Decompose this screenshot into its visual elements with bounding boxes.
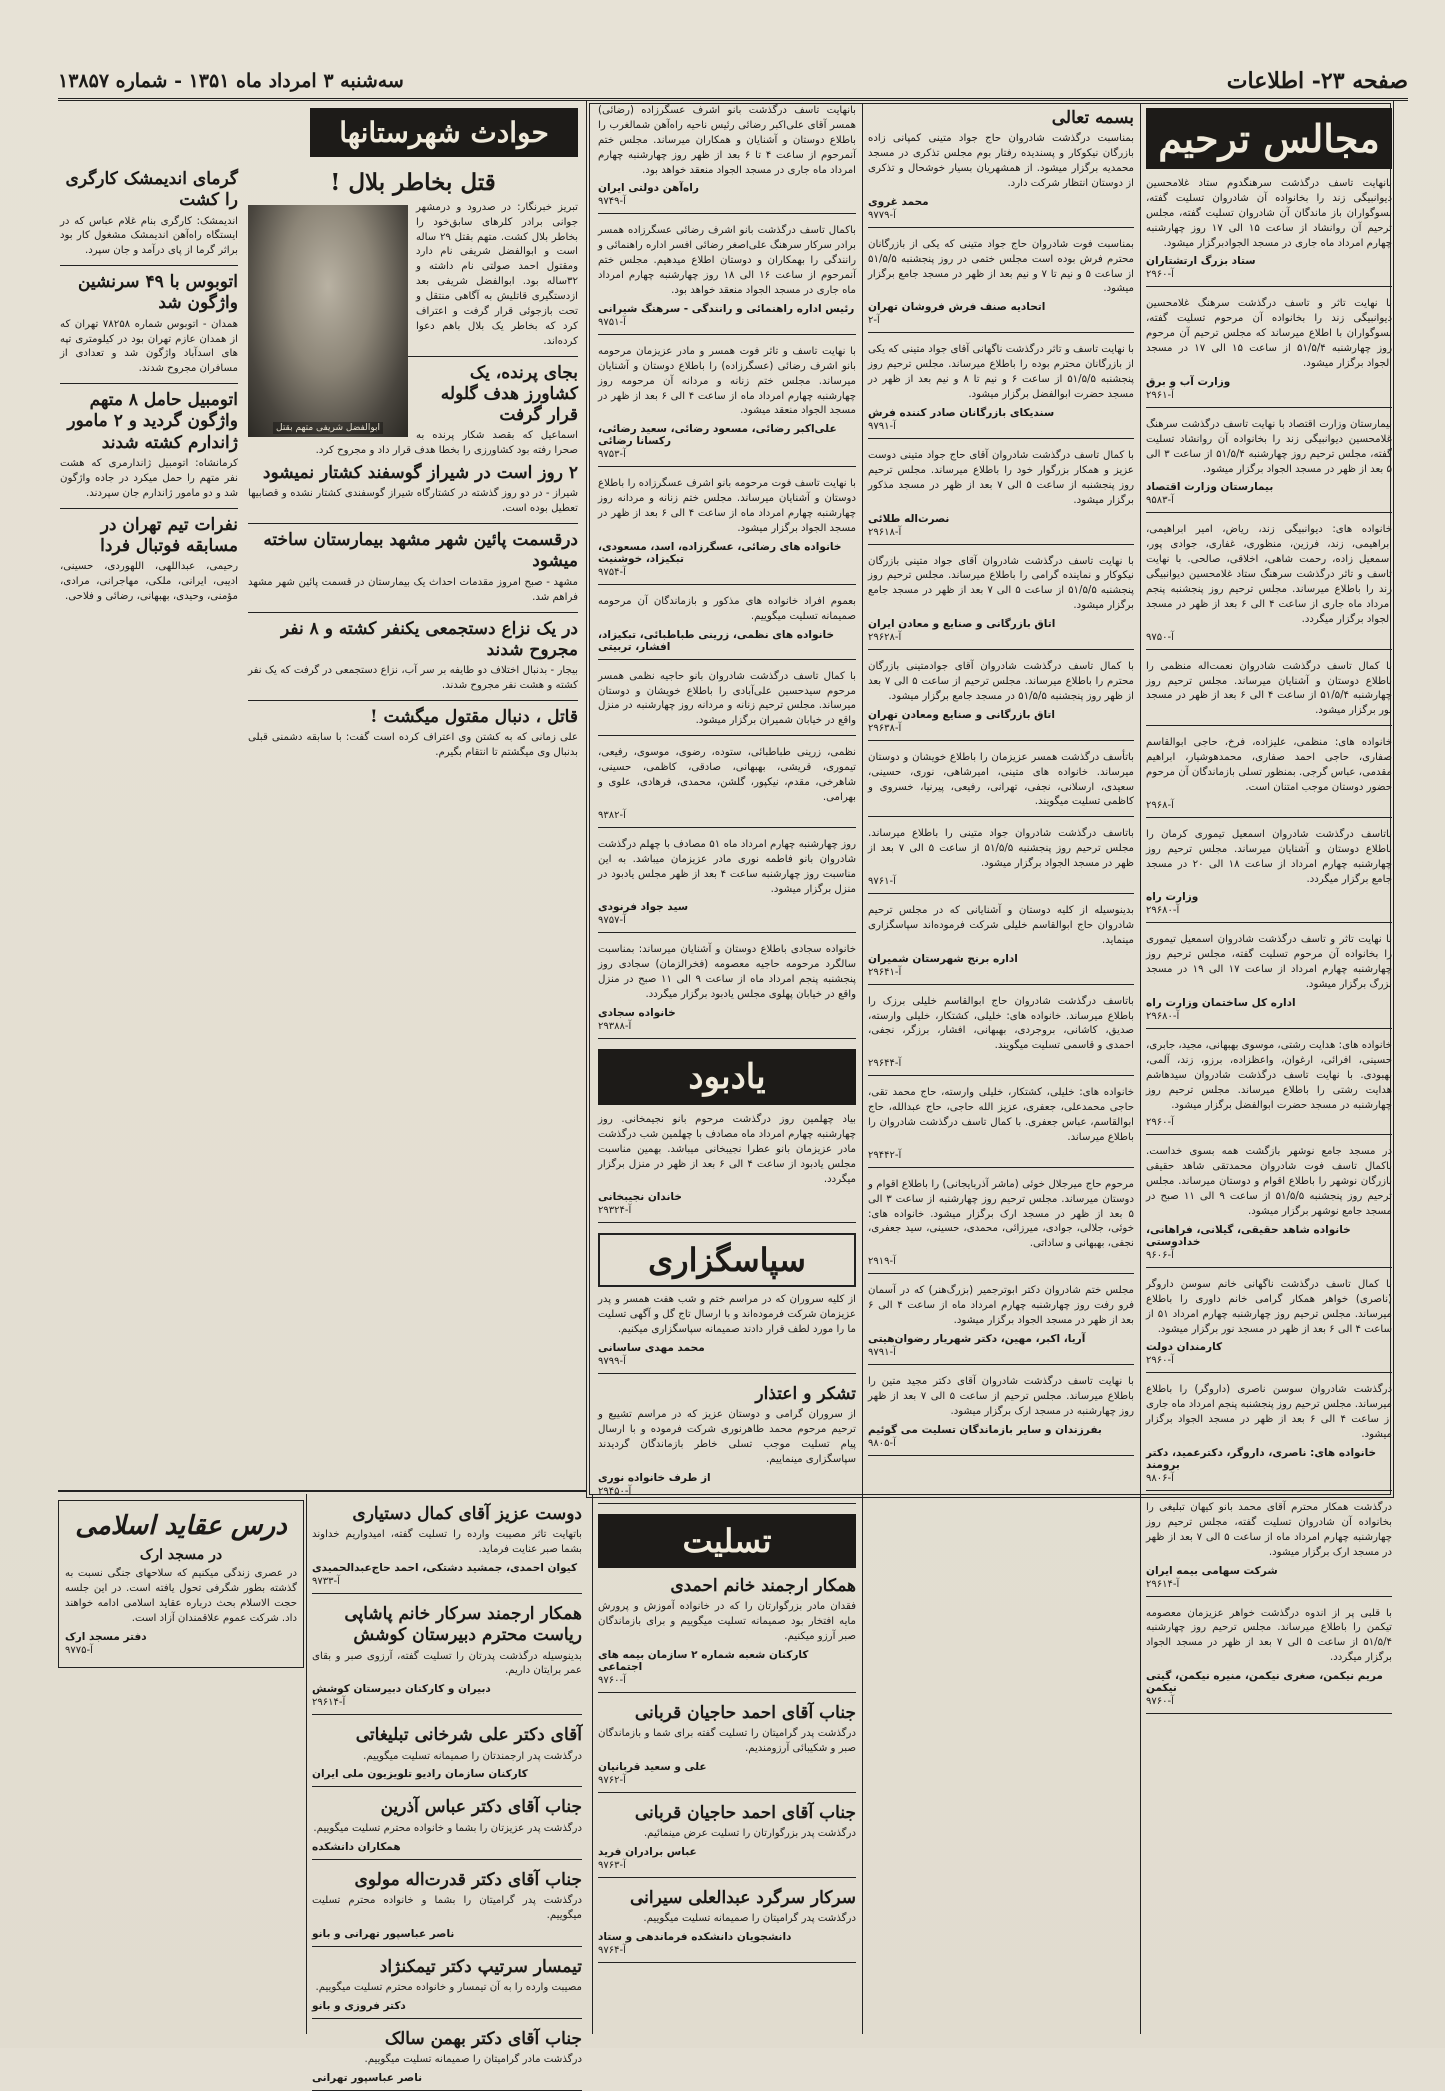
notice-signature: خانواده شاهد حقیقی، گیلانی، فراهانی، خدادوستی bbox=[1146, 1223, 1351, 1248]
notice bbox=[598, 345, 856, 467]
notice-text: خانواده های: دیوانبیگی زند، ریاض، امیر ابراهیمی، ابراهیمی، زند، فرزین، منظوری، غفاری، جوادی پور، اسمعیل زاده، رحمت شاهی، اخلاقی، صالحی. با نهایت تاسف و تاثر درگذشت سرهنگ ستاد غلامحسین دیوانبیگی زند را باطلاع میرساند. مجلس ترحیم روز پنجشنبه پنجم امرداد ماه جاری از ساعت ۴ الی ۶ بعد از ظهر در مسجد الجواد برگزار میگردد. bbox=[1146, 524, 1393, 625]
lesson-text: در عصری زندگی میکنیم که سلاحهای جنگی نسبت به گذشته بطور شگرفی تحول یافته است. در این جلسه حجت الاسلام بحث درباره عقاید اسلامی ادامه خواهند داد. شرکت عموم علاقمندان آزاد است. bbox=[65, 1568, 297, 1624]
notice-title: جناب آقای احمد حاجیان قربانی bbox=[634, 1702, 856, 1723]
notice-text: در مسجد جامع نوشهر بازگشت همه بسوی خداست. باکمال تاسف فوت شادروان محمدتقی شاهد حقیقی بازرگان نوشهر را باطلاع اقوام و دوستان میرساند. مجلس ترحیم روز پنجشنبه ۵۱/۵/۵ از ساعت ۹ الی ۱۱ صبح در مسجد جامع نوشهر برگزار میشود. bbox=[1146, 1146, 1393, 1217]
notice-text: با نهایت تاسف و تاثر فوت همسر و مادر عزیزمان مرحومه بانو اشرف رضائی (عسگرزاده) را باطلاع دوستان و آشنایان میرساند. مجلس ختم زنانه و مردانه آن مرحومه روز چهارشنبه چهارم امرداد ماه از ساعت ۴ الی ۶ بعد از ظهر در مسجد الجواد منعقد میشود. bbox=[598, 345, 856, 417]
notice-text: باتأسف درگذشت همسر عزیزمان را باطلاع خویشان و دوستان میرساند. خانواده های متینی، امیرشاهی، نوری، حسینی، سعیدی، ارسلانی، نجفی، تهرانی، رفیعی، پیرنیا، خسروی و کاظمی تسلیت میگویند. bbox=[868, 751, 1134, 808]
notice-text: خانواده های: هدایت رشتی، موسوی بهبهانی، مجید، جابری، حسینی، افرائی، ارغوان، واعظزاده، برزو، زند، آلمی، بهبودی. با نهایت تاسف درگذشت شادروان سیدهاشم هدایت رشتی را باطلاع میرساند. مجلس ترحیم روز چهارشنبه در مسجد حضرت ابوالفضل برگزار میشود. bbox=[1146, 1039, 1392, 1111]
notice-signature: آریا، اکبر، مهین، دکتر شهریار رضوان‌هیتی bbox=[868, 1332, 1086, 1345]
notice-number: آ-۲۹۶۱ bbox=[1146, 389, 1174, 401]
notice bbox=[868, 1375, 1134, 1456]
story6-text: مشهد - صبح امروز مقدمات احداث یک بیمارستان در قسمت پائین شهر مشهد فراهم شد. bbox=[248, 576, 578, 603]
page-header bbox=[58, 64, 1408, 101]
notice-number: آ-۲۹۶۴۴ bbox=[868, 1058, 902, 1070]
notice-title: تیمسار سرتیپ دکتر تیمکنژاد bbox=[379, 1956, 582, 1977]
notice bbox=[868, 343, 1134, 439]
notice bbox=[312, 1504, 582, 1594]
story2-text: اندیمشک: کارگری بنام غلام عباس که در ایستگاه راه‌آهن اندیمشک مشغول کار بود براثر گرما از پای درآمد و جان سپرد. bbox=[60, 215, 238, 257]
story10-text: علی زمانی که به کشتن وی اعتراف کرده است گفت: با سابقه دشمنی قبلی بدنبال وی میگشتم تا انتقام بگیرم. bbox=[248, 732, 578, 758]
notice-text: بانهایت تاسف درگذشت بانو اشرف عسگرزاده (رضائی) همسر آقای علی‌اکبر رضائی رئیس ناحیه راه‌آهن شمالغرب را باطلاع دوستان و آشنایان و همکاران میرساند. مجلس ختم آنمرحوم از ساعت ۴ تا ۶ بعد از ظهر روز چهارشنبه چهارم امرداد ماه جاری در مسجد الجواد منعقد خواهد بود. bbox=[598, 105, 857, 176]
notice-text: با نهایت تاثر و تاسف درگذشت شادروان اسمعیل تیموری را بخانواده آن مرحوم تسلیت گفته، مجلس ترحیم روز چهارشنبه چهارم امرداد از ساعت ۱۷ الی ۱۹ در مسجد بزرگ برگزار میشود. bbox=[1146, 934, 1393, 991]
notice-number: آ-۲۹۶۸۰ bbox=[1146, 1010, 1180, 1022]
notice bbox=[868, 108, 1134, 228]
notice bbox=[868, 1086, 1134, 1168]
notice-number: آ-۲۹۴۵۰ bbox=[598, 1485, 632, 1497]
notice bbox=[1146, 297, 1392, 407]
notice bbox=[1146, 660, 1392, 727]
notice-signature: کیوان احمدی، جمشید دشتکی، احمد حاج‌عبدالحمیدی bbox=[312, 1562, 578, 1575]
heading-condolence: تسلیت bbox=[598, 1514, 856, 1568]
notice-signature: ناصر عباسپور تهرانی bbox=[312, 2071, 423, 2084]
notice-title: آقای دکتر علی شرخانی تبلیغاتی bbox=[355, 1725, 582, 1746]
notice bbox=[868, 995, 1134, 1077]
notice-signature: بفرزندان و سایر بازماندگان تسلیت می گوئیم bbox=[868, 1423, 1102, 1436]
photo-caption: ابوالفضل شریفی متهم بقتل bbox=[273, 422, 383, 434]
notice-title: همکار ارجمند خانم احمدی bbox=[670, 1575, 856, 1596]
notice-number: آ-۲۹۶۲۸ bbox=[868, 632, 902, 644]
notice-signature: نصرت‌اله طلائی bbox=[868, 512, 950, 525]
notice bbox=[598, 1293, 856, 1374]
notice-text: درگذشت پدر گرامیتان را بشما و خانواده محترم تسلیت میگوییم. bbox=[312, 1894, 582, 1921]
notice-number: آ-۹۷۵۳ bbox=[598, 449, 626, 461]
notice-text: درگذشت مادر گرامیتان را صمیمانه تسلیت میگوییم. bbox=[364, 2054, 582, 2066]
notice bbox=[598, 1703, 856, 1793]
notice bbox=[868, 555, 1134, 651]
notice bbox=[1146, 736, 1392, 818]
column-5 bbox=[58, 104, 578, 1484]
notice bbox=[868, 1284, 1134, 1365]
notice bbox=[312, 1725, 582, 1787]
notice bbox=[598, 477, 856, 585]
story4-title: بجای پرنده، یک کشاورز هدف گلوله قرار گرفت bbox=[440, 362, 578, 426]
notice-signature: وزارت آب و برق bbox=[1146, 375, 1231, 388]
notice-title: جناب آقای دکتر بهمن سالک bbox=[384, 2028, 582, 2049]
notice-text: با نهایت تاسف و تاثر درگذشت ناگهانی آقای جواد متینی که یکی از بازرگانان محترم بوده را باطلاع میرساند. مجلس ترحیم روز پنجشنبه ۵۱/۵/۵ از ساعت ۶ و نیم تا ۸ و نیم بعد از ظهر در مسجد حضرت ابوالفضل برگزار میشود. bbox=[868, 344, 1134, 401]
column-6 bbox=[58, 1500, 304, 2034]
notice-text: بانهایت تاسف درگذشت سرهنگدوم ستاد غلامحسین دیوانبیگی زند را بخانواده آن شادروان تسلیت گفته، بسوگواران باز ماندگان آن شادروان تسلیت گفته، مجلس ترحیم آن روانشاد از ساعت ۱۵ الی ۱۷ روز چهارشنبه چهارم امرداد ماه جاری در مسجد الجوادبرگزار میشود. bbox=[1146, 178, 1392, 249]
notice-number: آ-۲۹۶۸۰ bbox=[1146, 905, 1180, 917]
notice-text: با نهایت تاثر و تاسف درگذشت سرهنگ غلامحسین دیوانبیگی زند را بخانواده آن مرحوم تسلیت گفته، بسوگواران با اطلاع میرساند که مجلس ترحیم آن مرحوم روز چهارشنبه ۵۱/۵/۴ از ساعت ۱۵ الی ۱۷ در مسجد الجواد برگزار میشود. bbox=[1146, 298, 1393, 370]
story9-text: رحیمی، عبداللهی، اللهوردی، حسینی، ادیبی، ایرانی، ملکی، مهاجرانی، مرادی، مؤمنی، وحیدی، بهبهانی، رضائی و فلاحی. bbox=[60, 561, 238, 602]
notice-signature: محمد غروی bbox=[868, 195, 929, 208]
notice-signature: دکتر فروزی و بانو bbox=[312, 1999, 406, 2012]
notice-number: آ-۲۹۶۰ bbox=[1146, 1355, 1174, 1367]
notice-signature: سید جواد فرنودی bbox=[598, 901, 689, 914]
news-side-column bbox=[60, 165, 238, 765]
story3-title: اتوبوس با ۴۹ سرنشین واژگون شد bbox=[77, 272, 238, 314]
notice-number: آ-۲۹۶۰ bbox=[1146, 1117, 1174, 1129]
notice-signature: اتاق بازرگانی و صنایع ومعادن تهران bbox=[868, 708, 1055, 721]
notice-signature: مریم نیکمن، صغری نیکمن، منیره نیکمن، گیتی نیکمن bbox=[1146, 1670, 1383, 1695]
notice-number: آ-۹۷۶۰ bbox=[598, 1674, 626, 1686]
column-rule bbox=[862, 104, 863, 2034]
notice-number: آ-۲ bbox=[868, 315, 880, 327]
notice-number: آ-۹۵۸۳ bbox=[1146, 495, 1174, 507]
notice-number: آ-۹۳۸۲ bbox=[598, 809, 626, 821]
notice-title: جناب آقای احمد حاجیان قربانی bbox=[634, 1802, 856, 1823]
notice-number: آ-۲۹۶۸ bbox=[1146, 799, 1174, 811]
notice-text: باتهایت تاثر مصیبت وارده را تسلیت گفته، امیدواریم خداوند بشما صبر عنایت فرماید. bbox=[312, 1529, 582, 1556]
notice-text: با کمال تاسف درگذشت شادروان نعمت‌اله منظمی را باطلاع دوستان و آشنایان میرساند. مجلس ترحیم روز چهارشنبه ۵۱/۵/۴ از ساعت ۴ الی ۶ بعد از ظهر در مسجد نور برگزار میشود. bbox=[1146, 660, 1393, 717]
notice bbox=[1146, 1145, 1392, 1267]
notice-signature: سندیکای بازرگانان صادر کننده فرش bbox=[868, 406, 1055, 419]
notice bbox=[868, 238, 1134, 334]
notice-text: بیاد چهلمین روز درگذشت مرحوم بانو نجیمخانی. روز چهارشنبه چهارم امرداد ماه مصادف با چهلمین شب درگذشت مادر عزیزمان بانو عطرا نجیبخانی میباشد. بهمین مناسبت مجلس یادبود از ساعت ۴ الی ۶ بعد از ظهر در منزل برگزار میگردد. bbox=[598, 1113, 857, 1185]
notice-text: درگذشت پدر عزیزتان را بشما و خانواده محترم تسلیت میگوییم. bbox=[313, 1822, 582, 1834]
notice-text: با کمال تاسف درگذشت ناگهانی خانم سوسن داروگر (ناصری) خواهر همکار گرامی خانم داوری را باطلاع میرساند. مجلس ترحیم روز چهارشنبه چهارم امرداد ۵۱ از ساعت ۴ الی ۶ بعد از ظهر در مسجد نور برگزار میشود. bbox=[1146, 1278, 1392, 1335]
notice-number: آ-۹۷۶۱ bbox=[868, 875, 896, 887]
notice-number: آ-۹۷۵۴ bbox=[598, 566, 626, 578]
notice-number: آ-۹۷۵۷ bbox=[598, 915, 626, 927]
story4-text: اسماعیل که بقصد شکار پرنده به صحرا رفته بود کشاورزی را بخطا هدف قرار داد و مجروح کرد. bbox=[315, 430, 578, 457]
notice-number: آ-۲۹۳۲۴ bbox=[598, 1205, 632, 1217]
notice-signature: اداره کل ساختمان وزارت راه bbox=[1146, 996, 1296, 1009]
notice bbox=[868, 751, 1134, 818]
notice-text: درگذشت همکار محترم آقای محمد بانو کیهان تبلیغی را بخانواده آن شادروان تسلیت گفته، مجلس ترحیم روز چهارشنبه چهارم امرداد ماه از ساعت ۵ الی ۷ بعد از ظهر در مسجد ارک برگزار میشود. bbox=[1146, 1501, 1392, 1558]
notice-text: بمناسبت درگذشت شادروان حاج جواد متینی کمپانی زاده بازرگان نیکوکار و پسندیده رفتار بوم مجلس تذکری در مسجد محمدیه برگزار میشود. از همشهریان بسیار خوشحال و تذکری از دوستان انتظار شرکت دارد. bbox=[868, 133, 1134, 189]
notice-text: خانواده های: منظمی، علیزاده، فرخ، حاجی ابوالقاسم صفاری، حاجی احمد صفاری، محمدهوشیار، ابراهیم مقدمی، عباس گرجی. بمنظور تسلی بازماندگان آن مرحوم حضور دوستان موجب امتنان است. bbox=[1146, 737, 1392, 793]
story6-title: درقسمت پائین شهر مشهد بیمارستان ساخته میشود bbox=[263, 530, 578, 572]
notice-signature: شرکت سهامی بیمه ایران bbox=[1146, 1564, 1278, 1577]
lesson-signature: دفتر مسجد ارک bbox=[65, 1630, 147, 1643]
page-number: صفحه ۲۳- اطلاعات bbox=[1226, 68, 1408, 94]
notice-number: آ-۹۷۶۴ bbox=[598, 1945, 626, 1957]
notice bbox=[598, 224, 856, 334]
notice-number: آ-۹۷۵۰ bbox=[1146, 631, 1174, 643]
heading-provincial-news: حوادث شهرستانها bbox=[310, 108, 578, 157]
notice-number: آ-۹۷۷۹ bbox=[868, 209, 896, 221]
notice-text: با کمال تاسف درگذشت شادروان آقای جوادمتینی بازرگان محترم را باطلاع میرساند. مجلس ترحیم از ساعت ۵ الی ۷ بعد از ظهر روز پنجشنبه ۵۱/۵/۵ در مسجد جامع برگزار میشود. bbox=[868, 661, 1134, 702]
notice-number: آ-۹۷۵۱ bbox=[598, 316, 626, 328]
notice-text: بعموم افراد خانواده های مذکور و بازماندگان آن مرحومه صمیمانه تسلیت میگوییم. bbox=[598, 595, 856, 622]
notice-title: تشکر و اعتذار bbox=[755, 1384, 856, 1405]
notice-text: باتاسف درگذشت شادروان حاج ابوالقاسم خلیلی برزک را باطلاع میرساند. خانواده های: خلیلی، کشتکار، خلیلی وارسته، صدیق، کاشانی، بروجردی، بهبهانی، افشار، برزگر، نجفی، احمدی و قاسمی تسلیت میگویند. bbox=[868, 995, 1134, 1052]
notice-text: خانواده های: خلیلی، کشتکار، خلیلی وارسته، حاج محمد تقی، حاجی محمدعلی، جعفری، عزیز الله حاجی، حاج عبدالله، حاج ابوالقاسم، عباس جعفری. با کمال تاسف درگذشت شادروان را باطلاع میرساند. bbox=[868, 1087, 1134, 1143]
story2-title: گرمای اندیمشک کارگری را کشت bbox=[65, 169, 238, 211]
notice-number: آ-۲۹۳۸۸ bbox=[598, 1020, 632, 1032]
notice bbox=[312, 1870, 582, 1947]
notice-text: از سروران گرامی و دوستان عزیز که در مراسم تشییع و ترحیم مرحوم محمد طاهرنوری شرکت فرموده و با ارسال پیام تسلیت موجب تسلی خاطر بازماندگان گردیدند سپاسگزاری مینماییم. bbox=[598, 1409, 856, 1465]
notice-number: آ-۹۷۹۹ bbox=[598, 1356, 626, 1368]
notice bbox=[312, 1957, 582, 2019]
notice-number: آ-۲۹۴۴۲ bbox=[868, 1149, 902, 1161]
notice-title: همکار ارجمند سرکار خانم پاشاپی ریاست محترم دبیرستان کوشش bbox=[344, 1604, 582, 1646]
notice-number: آ-۲۹۱۹ bbox=[868, 1256, 896, 1268]
column-3 bbox=[598, 104, 856, 2024]
notice bbox=[868, 827, 1134, 894]
notice-text: بیمارستان وزارت اقتصاد با نهایت تاسف درگذشت سرهنگ غلامحسین دیوانبیگی زند را بخانواده آن روانشاد تسلیت گفته، مجلس ترحیم روز چهارشنبه ۵۱/۵/۴ از ساعت ۳ الی ۵ بعد از ظهر در مسجد الجواد برگزار میشود. bbox=[1146, 418, 1392, 475]
notice-text: مصیبت وارده را به آن تیمسار و خانواده محترم تسلیت میگوییم. bbox=[315, 1981, 582, 1993]
issue-date: سه‌شنبه ۳ امرداد ماه ۱۳۵۱ - شماره ۱۳۸۵۷ bbox=[58, 70, 404, 92]
notice-number: آ-۹۸۰۵ bbox=[868, 1437, 896, 1449]
notice-signature: خانواده های رضائی، عسگرزاده، اسد، مسعودی، تبکیزاد، خوشنیت bbox=[598, 540, 842, 565]
notice bbox=[598, 1576, 856, 1693]
notice-title: جناب آقای دکتر قدرت‌اله مولوی bbox=[354, 1869, 582, 1890]
notice-text: بدینوسیله از کلیه دوستان و آشنایانی که در مجلس ترحیم شادروان حاج ابوالقاسم خلیلی شرکت فرموده‌اند سپاسگزاری مینماید. bbox=[868, 904, 1134, 946]
notice bbox=[598, 1803, 856, 1878]
notice-number: آ-۹۷۶۳ bbox=[598, 1859, 626, 1871]
story10-title: قاتل ، دنبال مقتول میگشت ! bbox=[370, 706, 578, 727]
notice-signature: اداره برنج شهرستان شمیران bbox=[868, 952, 1018, 965]
notice bbox=[598, 838, 856, 934]
notice-signature: همکاران دانشکده bbox=[312, 1840, 401, 1853]
lesson-number: آ-۹۷۷۵ bbox=[65, 1644, 93, 1656]
notice-number: آ-۲۹۶۱۴ bbox=[1146, 1578, 1180, 1590]
notice-signature: علی‌اکبر رضائی، مسعود رضائی، سعید رضائی، رکسانا رضائی bbox=[598, 423, 837, 448]
column-rule bbox=[306, 1494, 307, 2034]
notice-text: با کمال تاسف درگذشت شادروان بانو حاجیه نظمی همسر مرحوم سیدحسین علی‌آبادی را باطلاع خویشان و دوستان میرساند. مجلس ترحیم زنانه و مردانه روز چهارشنبه در منزل واقع در خیابان شمیران برگزار میشود. bbox=[598, 670, 856, 727]
notice bbox=[1146, 1278, 1392, 1374]
heading-memorial: یادبود bbox=[598, 1049, 856, 1105]
notice-signature: اتاق بازرگانی و صنایع و معادن ایران bbox=[868, 618, 1056, 631]
notice-text: بمناسبت فوت شادروان حاج جواد متینی که یکی از بازرگانان محترم فرش بوده است مجلس ختمی در روز پنجشنبه ۵۱/۵/۵ از ساعت ۵ و نیم تا ۷ و نیم بعد از ظهر در مسجد جامع برگزار میشود. bbox=[868, 238, 1134, 295]
notice bbox=[598, 670, 856, 737]
notice bbox=[598, 1888, 856, 1963]
notice-signature: دانشجویان دانشکده فرماندهی و ستاد bbox=[598, 1931, 792, 1944]
notice-title: جناب آقای دکتر عباس آذرین bbox=[380, 1797, 582, 1818]
notice-signature: ستاد بزرگ ارتشتاران bbox=[1146, 255, 1256, 268]
notice-signature: محمد مهدی ساسانی bbox=[598, 1342, 705, 1355]
heading-thanks: سپاسگزاری bbox=[598, 1233, 856, 1287]
lesson-subtitle: در مسجد ارک bbox=[139, 1546, 223, 1563]
notice-signature: خانواده سجادی bbox=[598, 1006, 676, 1019]
notice bbox=[868, 660, 1134, 741]
notice-title: بسمه تعالی bbox=[1051, 108, 1134, 128]
notice-title: سرکار سرگرد عبدالعلی سیرانی bbox=[629, 1887, 856, 1908]
notice bbox=[312, 1604, 582, 1715]
story5-title: ۲ روز است در شیراز گوسفند کشتار نمیشود bbox=[262, 463, 578, 484]
column-4 bbox=[312, 1500, 582, 2084]
notice-number: آ-۹۷۳۳ bbox=[312, 1576, 340, 1588]
notice-text: درگذشت شادروان سوسن ناصری (داروگر) را باطلاع میرساند. مجلس ترحیم روز پنجشنبه پنجم امرداد ماه جاری از ساعت ۴ الی ۶ بعد از ظهر در مسجد الجواد برگزار میشود. bbox=[1146, 1384, 1393, 1441]
notice-text: باکمال تاسف درگذشت بانو اشرف رضائی عسگرزاده همسر برادر سرکار سرهنگ علی‌اصغر رضائی افسر اداره راهنمائی و رانندگی را بهمکاران و دوستان اطلاع میدهیم. مجلس ختم آنمرحوم از ساعت ۱۶ الی ۱۸ روز چهارشنبه چهارم امرداد ماه جاری در مسجد الجواد منعقد خواهد بود. bbox=[598, 225, 857, 297]
notice-signature: رئیس اداره راهنمائی و رانندگی - سرهنگ شیرانی bbox=[598, 302, 855, 315]
notice bbox=[1146, 828, 1392, 924]
notice-text: با نهایت تاسف درگذشت شادروان آقای دکتر مجید متین را باطلاع میرساند. مجلس ترحیم از ساعت ۵ الی ۷ بعد از ظهر روز چهارشنبه در مسجد ارک برگزار میشود. bbox=[868, 1375, 1135, 1417]
story3-text: همدان - اتوبوس شماره ۷۸۲۵۸ تهران که از همدان عازم تهران بود در کیلومتری تپه های اسدآباد واژگون شد و تعدادی از مسافران مجروح شدند. bbox=[60, 318, 238, 375]
notice bbox=[598, 104, 856, 214]
notice-text: با کمال تاسف درگذشت شادروان آقای حاج جواد متینی دوست عزیز و همکار بزرگوار خود را باطلاع میرساند. مجلس ترحیم روز پنجشنبه از ساعت ۵ الی ۷ بعد از ظهر در مسجد مذکور برگزار میشود. bbox=[868, 449, 1135, 506]
notice-number: آ-۲۹۶۱۸ bbox=[868, 526, 902, 538]
notice-text: خانواده سجادی باطلاع دوستان و آشنایان میرساند: بمناسبت سالگرد مرحومه حاجیه معصومه (فخرالزمان) سجادی روز پنجشنبه پنجم امرداد ماه از ساعت ۹ الی ۱۱ صبح در منزل واقع در خیابان پهلوی مجلس یادبود برگزار میگردد. bbox=[598, 944, 857, 1001]
notice bbox=[1146, 177, 1392, 287]
notice-signature: کارکنان شعبه شماره ۲ سازمان بیمه های اجتماعی bbox=[598, 1648, 809, 1673]
notice-text: فقدان مادر بزرگوارتان را که در خانواده آموزش و پرورش مایه افتخار بود صمیمانه تسلیت میگوییم و برای بازماندگان صبر آرزو میکنیم. bbox=[598, 1601, 856, 1642]
column-rule bbox=[58, 1490, 586, 1492]
notice-number: آ-۹۷۴۹ bbox=[598, 196, 626, 208]
notice-text: درگذشت پدر گرامیتان را صمیمانه تسلیت میگوییم. bbox=[643, 1913, 856, 1925]
notice-text: با نهایت تاسف فوت مرحومه بانو اشرف عسگرزاده را باطلاع دوستان و آشنایان میرساند. مجلس ختم زنانه و مردانه روز چهارشنبه چهارم امرداد ماه از ساعت ۴ الی ۶ بعد از ظهر در مسجد الجواد برگزار میشود. bbox=[598, 478, 856, 535]
notice bbox=[868, 904, 1134, 985]
story1-title: قتل بخاطر بلال ! bbox=[330, 169, 496, 196]
notice bbox=[1146, 933, 1392, 1029]
notice bbox=[312, 1797, 582, 1859]
notice bbox=[598, 943, 856, 1039]
notice-number: آ-۲۹۶۳۸ bbox=[868, 722, 902, 734]
notice bbox=[312, 2029, 582, 2091]
notice bbox=[1146, 418, 1392, 514]
notice bbox=[1146, 523, 1392, 649]
notice-signature: خانواده های نظمی، زرینی طباطبائی، تبکیزاد، افشار، تربیتی bbox=[598, 628, 835, 653]
notice-title: دوست عزیز آقای کمال دستیاری bbox=[352, 1504, 582, 1524]
notice-signature: بیمارستان وزارت اقتصاد bbox=[1146, 481, 1274, 494]
story9-title: نفرات تیم تهران در مسابقه فوتبال فردا bbox=[100, 514, 238, 556]
column-2 bbox=[868, 104, 1134, 2024]
suspect-photo bbox=[248, 205, 408, 437]
notice-number: آ-۲۹۶۰ bbox=[1146, 269, 1174, 281]
notice-signature: خانواده های: ناصری، داروگر، دکترعمید، دکتر برومند bbox=[1146, 1446, 1377, 1471]
notice-text: درگذشت پدر بزرگوارتان را تسلیت عرض مینمائیم. bbox=[643, 1828, 856, 1840]
notice-text: با قلبی پر از اندوه درگذشت خواهر عزیزمان معصومه تیکمن را باطلاع میرساند. مجلس ترحیم روز چهارشنبه ۵۱/۵/۴ از ساعت ۵ الی ۷ بعد از ظهر در مسجد الجواد برگزار میگردد. bbox=[1146, 1607, 1392, 1664]
notice-text: باتاسف درگذشت شادروان جواد متینی را باطلاع میرساند. مجلس ترحیم روز پنجشنبه ۵۱/۵/۵ از ساعت ۵ الی ۷ بعد از ظهر در مسجد الجواد برگزار میشود. bbox=[868, 828, 1135, 870]
lesson-ad bbox=[58, 1500, 304, 1668]
notice-text: درگذشت پدر گرامیتان را تسلیت گفته برای شما و بازماندگان صبر و شکیبائی آرزومندیم. bbox=[598, 1728, 856, 1754]
notice-number: آ-۹۷۹۱ bbox=[868, 420, 896, 432]
notice bbox=[598, 746, 856, 828]
notice bbox=[598, 1384, 856, 1504]
notice bbox=[598, 1113, 856, 1223]
story7-text: کرمانشاه: اتومبیل ژاندارمری که هشت نفر متهم را حمل میکرد در جاده واژگون شد و دو مامور ژاندارم جان سپردند. bbox=[60, 457, 238, 499]
notice bbox=[868, 1178, 1134, 1274]
story8-text: بیجار - بدنبال اختلاف دو طایفه بر سر آب، نزاع دستجمعی در گرفت که یک نفر کشته و هشت نفر مجروح شدند. bbox=[248, 665, 578, 691]
notice-text: بدینوسیله درگذشت پدرتان را تسلیت گفته، آرزوی صبر و بقای عمر برایتان داریم. bbox=[312, 1650, 582, 1677]
notice-number: آ-۹۶۰۶ bbox=[1146, 1249, 1174, 1261]
notice-signature: کارمندان دولت bbox=[1146, 1341, 1223, 1354]
notice-text: با نهایت تاسف درگذشت شادروان آقای جواد متینی بازرگان نیکوکار و نماینده گرامی را باطلاع میرساند. مجلس ترحیم روز پنجشنبه ۵۱/۵/۵ از ساعت ۵ الی ۷ بعد از ظهر در مسجد جامع برگزار میشود. bbox=[868, 555, 1134, 612]
notice-number: آ-۲۹۶۱۴ bbox=[312, 1697, 346, 1709]
notice-signature: از طرف خانواده نوری bbox=[598, 1471, 711, 1484]
notice-signature: عباس برادران فرید bbox=[598, 1845, 697, 1858]
notice-signature: خاندان نجیبخانی bbox=[598, 1191, 682, 1204]
column-rule bbox=[592, 1494, 593, 2034]
notice-number: آ-۹۷۶۰ bbox=[1146, 1696, 1174, 1708]
notice-number: آ-۹۸۰۶ bbox=[1146, 1472, 1174, 1484]
notice-number: آ-۲۹۶۴۱ bbox=[868, 966, 902, 978]
story8-title: در یک نزاع دستجمعی یکنفر کشته و ۸ نفر مجروح شدند bbox=[281, 618, 578, 660]
news-main-column bbox=[248, 165, 578, 765]
lesson-title: درس عقاید اسلامی bbox=[75, 1511, 287, 1541]
story1-text: تبریز خبرنگار: در صدرود و درمشهر جوانی برادر کلرهای سابق‌خود را بخاطر بلال کشت. متهم بقتل ۲۹ ساله است و ابوالفضل شریفی نام دارد ومقتول احمد صولتی نام داشته و ۳۲ساله بود. ابوالفضل شریفی بعد ازدستگیری قاتلیش به آگاهی منتقل و تحت بازجوئی قرار گرفت و اعتراف کرد که بخاطر یک بلال باهم دعوا کرده‌اند. bbox=[416, 201, 579, 347]
notice bbox=[1146, 1383, 1392, 1491]
notice-text: باتاسف درگذشت شادروان اسمعیل تیموری کرمان را باطلاع دوستان و آشنایان میرساند. مجلس ترحیم روز چهارشنبه چهارم امرداد از ساعت ۱۸ الی ۲۰ در مسجد جامع برگزار میگردد. bbox=[1146, 828, 1393, 885]
column-1 bbox=[1146, 104, 1392, 2024]
notice bbox=[868, 449, 1134, 545]
notice bbox=[1146, 1607, 1392, 1715]
story5-text: شیراز - در دو روز گذشته در کشتارگاه شیراز گوسفندی کشتار نشده و قصابیها تعطیل بوده است. bbox=[248, 488, 578, 515]
notice bbox=[1146, 1039, 1392, 1135]
notice-text: از کلیه سروران که در مراسم ختم و شب هفت همسر و پدر عزیزمان شرکت فرموده‌اند و با ارسال تاج گل و آگهی تسلیت ما را مورد لطف قرار دادند صمیمانه سپاسگزاری میکنیم. bbox=[598, 1294, 856, 1336]
notice-signature: کارکنان سازمان رادیو تلویزیون ملی ایران bbox=[312, 1768, 528, 1781]
notice-text: درگذشت پدر ارجمندتان را صمیمانه تسلیت میگوییم. bbox=[363, 1750, 582, 1762]
column-rule bbox=[1140, 104, 1141, 2034]
notice-signature: ناصر عباسپور تهرانی و بانو bbox=[312, 1927, 455, 1940]
notice-number: آ-۹۷۹۱ bbox=[868, 1346, 896, 1358]
story7-title: اتومبیل حامل ۸ متهم واژگون گردید و ۲ مامور ژاندارم کشته شدند bbox=[67, 390, 238, 453]
notice-signature: علی و سعید قربانیان bbox=[598, 1760, 707, 1773]
notice-text: مجلس ختم شادروان دکتر ابوترجمیر (بزرگ‌هنر) که در آسمان فرو رفت روز چهارشنبه چهارم امرداد ماه از ساعت ۴ الی ۶ بعد از ظهر در مسجد الجواد برگزار میشود. bbox=[868, 1285, 1135, 1326]
notice bbox=[598, 595, 856, 660]
notice-number: آ-۹۷۶۲ bbox=[598, 1774, 626, 1786]
heading-memorials: مجالس ترحیم bbox=[1146, 108, 1392, 169]
notice-text: نظمی، زرینی طباطبائی، ستوده، رضوی، موسوی، رفیعی، تیموری، قریشی، بهبهانی، صادقی، کاظمی، حسینی، شاهرخی، مقدم، نیکپور، گلشن، محمدی، فرهادی، علوی و بهرامی. bbox=[598, 747, 856, 803]
notice-signature: راه‌آهن دولتی ایران bbox=[598, 182, 699, 195]
notice-text: مرحوم حاج میرجلال خوئی (ماشر آذربایجانی) را باطلاع اقوام و دوستان میرساند. مجلس ترحیم روز چهارشنبه از ساعت ۳ الی ۵ بعد از ظهر در مسجد ارک برگزار میشود. خانواده های: خوئی، جلالی، جوادی، میرزائی، محمدی، حسینی، سید جعفری، نجفی، بهبهانی و ساداتی. bbox=[868, 1178, 1134, 1250]
notice-signature: دبیران و کارکنان دبیرستان کوشش bbox=[312, 1683, 491, 1696]
notice-signature: وزارت راه bbox=[1146, 891, 1199, 904]
notice-text: روز چهارشنبه چهارم امرداد ماه ۵۱ مصادف با چهلم درگذشت شادروان بانو فاطمه نوری مادر عزیزمان میباشد. به این مناسبت روز چهارشنبه ساعت ۴ بعد از ظهر مجلس یادبود در منزل برگزار میشود. bbox=[598, 838, 856, 895]
notice-signature: اتحادیه صنف فرش فروشان تهران bbox=[868, 301, 1046, 314]
notice bbox=[1146, 1501, 1392, 1597]
